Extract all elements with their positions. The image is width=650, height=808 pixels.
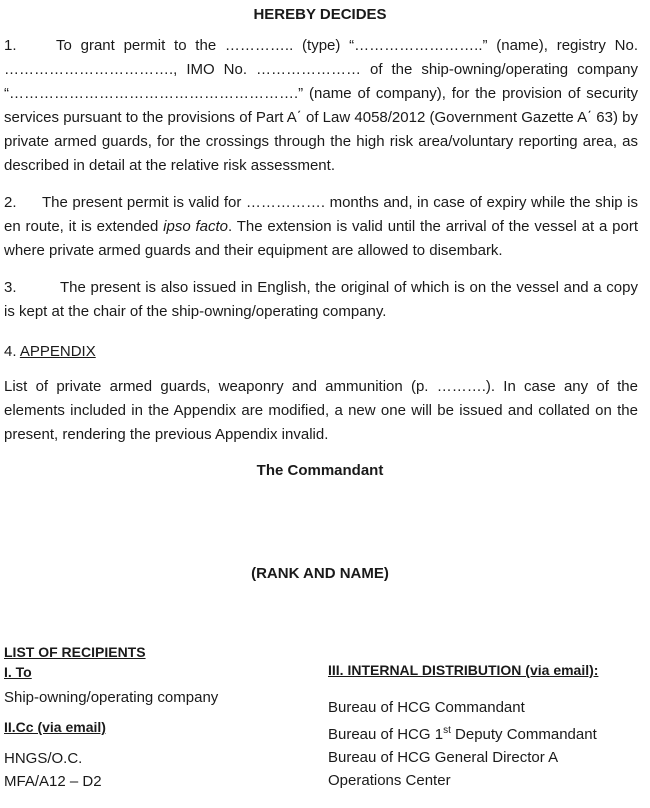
- superscript-st: st: [443, 725, 451, 736]
- paragraph-1-text: [4, 34, 638, 178]
- cc-item: MFA/A12 – D2: [4, 773, 102, 790]
- section-heading: HEREBY DECIDES: [253, 6, 387, 23]
- paragraph-2-number: 2.: [4, 194, 17, 211]
- paragraph-4-body: List of private armed guards, weaponry and ammunition (p. ……….). In case any of the elements included in the Appendix are modified, a new one will be issued and collated on the present, rendering the previous Appendix invalid.: [4, 378, 638, 443]
- paragraph-4: [4, 375, 638, 447]
- internal-item: Bureau of HCG General Director A: [328, 749, 559, 766]
- rank-and-name: (RANK AND NAME): [251, 565, 389, 582]
- cc-item: HNGS/O.C.: [4, 750, 83, 767]
- internal-distribution: [328, 660, 598, 792]
- paragraph-1-number: 1.: [4, 37, 17, 54]
- internal-item: [328, 719, 598, 746]
- paragraph-2-italic: ipso facto: [163, 218, 229, 235]
- paragraph-2: [4, 191, 638, 263]
- recipients-title: LIST OF RECIPIENTS: [4, 644, 146, 660]
- paragraph-4-number: 4.: [4, 343, 17, 360]
- cc-title: II.Cc (via email): [4, 719, 106, 735]
- internal-item-suffix: Deputy Commandant: [455, 726, 597, 743]
- paragraph-2-body-a: The present permit is valid for ……………. months and, in case of expiry while the ship is en route, it is extended: [4, 194, 638, 235]
- internal-item: Operations Center: [328, 772, 451, 789]
- internal-item-prefix: Bureau of HCG 1: [328, 726, 444, 743]
- paragraph-1: [4, 34, 638, 178]
- paragraph-3: [4, 276, 638, 324]
- internal-item: Bureau of HCG Commandant: [328, 699, 525, 716]
- signature-title: The Commandant: [256, 462, 384, 479]
- internal-title: III. INTERNAL DISTRIBUTION (via email):: [328, 662, 599, 678]
- paragraph-2-text: [4, 191, 638, 263]
- to-title: I. To: [4, 664, 32, 680]
- paragraph-1-body: To grant permit to the ………….. (type) “……………………..” (name), registry No. ……………………………., IMO No. ………………… of the ship-owning/operating company “………………………………………………….” (name of company), for the provision of security services pursuant to the provisions of Part A΄ of Law 4058/2012 (Government Gazette A΄ 63) by private armed guards, for the crossings through the high risk area/voluntary reporting area, as described in detail at the relative risk assessment.: [4, 37, 638, 174]
- appendix-title: APPENDIX: [19, 343, 96, 360]
- recipients-list: [4, 642, 218, 793]
- paragraph-3-body: The present is also issued in English, the original of which is on the vessel and a copy is kept at the chair of the ship-owning/operating company.: [4, 279, 638, 320]
- paragraph-3-text: [4, 276, 638, 324]
- paragraph-4-heading: [4, 340, 638, 364]
- to-item: Ship-owning/operating company: [4, 689, 219, 706]
- paragraph-3-number: 3.: [4, 279, 17, 296]
- paragraph-2-body-b: . The extension is valid until the arrival of the vessel at a port where private armed guards and their equipment are allowed to disembark.: [4, 218, 638, 259]
